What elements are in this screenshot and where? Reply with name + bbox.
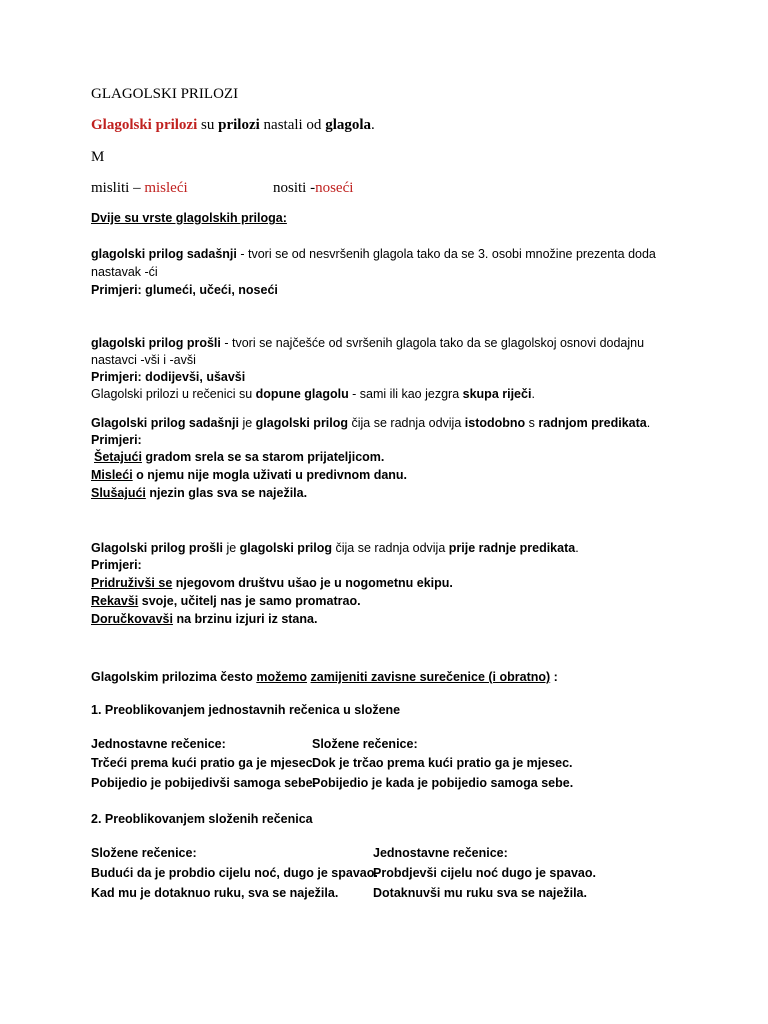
def-text: čija se radnja odvija (348, 416, 465, 430)
present-line-2: nastavak -ći (91, 265, 158, 279)
replace-underlined: zamijeniti zavisne surečenice (i obratno) (310, 670, 551, 684)
past-examples: Primjeri: dodijevši, ušavši (91, 370, 246, 384)
page-title: GLAGOLSKI PRILOZI (91, 86, 239, 102)
present-examples: Primjeri: glumeći, učeći, noseći (91, 283, 278, 297)
function-bold: skupa riječi (462, 387, 532, 401)
intro-glagola: glagola (325, 117, 372, 133)
intro-prilozi: prilozi (218, 117, 260, 133)
example-adverb: Misleći (91, 468, 133, 482)
section1-heading: 1. Preoblikovanjem jednostavnih rečenica u složene (91, 703, 401, 717)
present-def-example-1 (94, 450, 384, 464)
present-def-examples-label: Primjeri: (91, 433, 142, 447)
def-text: s (525, 416, 539, 430)
past-def-example-2 (91, 594, 361, 608)
present-definition (91, 416, 650, 430)
def-bold: glagolski prilog (239, 541, 333, 555)
intro-line (91, 117, 375, 134)
past-def-examples-label: Primjeri: (91, 558, 142, 572)
section1-col2-head: Složene rečenice: (312, 737, 418, 751)
function-text: . (531, 387, 535, 401)
section2-row1-right: Probdjevši cijelu noć dugo je spavao. (373, 866, 596, 880)
example-rest: njezin glas sva se naježila. (145, 486, 308, 500)
example-verb: misliti – (91, 180, 145, 196)
def-bold: radnjom predikata (538, 416, 647, 430)
intro-text: nastali od (259, 117, 326, 133)
example-rest: njegovom društvu ušao je u nogometnu ekipu. (172, 576, 453, 590)
def-bold: Glagolski prilog prošli (91, 541, 223, 555)
def-text: je (238, 416, 256, 430)
present-text: - tvori se od nesvršenih glagola tako da se 3. osobi množine prezenta doda (236, 247, 656, 261)
example-rest: . (357, 594, 361, 608)
example-adverb: Slušajući (91, 486, 146, 500)
past-def-example-3 (91, 612, 317, 626)
example-adverb: Pridruživši se (91, 576, 173, 590)
section1-row1-left: Trčeći prema kući pratio ga je mjesec. (91, 756, 317, 770)
example-adverb: noseći (315, 180, 354, 196)
section2-row2-left: Kad mu je dotaknuo ruku, sva se naježila. (91, 886, 339, 900)
example-rest: na brzinu izjuri iz stana. (172, 612, 318, 626)
replace-text: Glagolskim prilozima često (91, 670, 257, 684)
section1-row2-left: Pobijedio je pobijedivši samoga sebe. (91, 776, 317, 790)
example-adverb: Šetajući (94, 450, 142, 464)
past-line-1 (91, 336, 644, 350)
example-adverb: misleći (144, 180, 188, 196)
past-definition (91, 541, 579, 555)
present-lead: glagolski prilog sadašnji (91, 247, 237, 261)
replace-line (91, 670, 558, 684)
section2-row1-left: Budući da je probdio cijelu noć, dugo je spavao. (91, 866, 378, 880)
section2-row2-right: Dotaknuvši mu ruku sva se naježila. (373, 886, 587, 900)
present-def-example-3 (91, 486, 307, 500)
m-letter: M (91, 149, 105, 165)
section1-col1-head: Jednostavne rečenice: (91, 737, 226, 751)
def-bold: istodobno (464, 416, 526, 430)
present-def-example-2 (91, 468, 407, 482)
example-left (91, 180, 188, 197)
function-text: - sami ili kao jezgra (348, 387, 463, 401)
past-lead: glagolski prilog prošli (91, 336, 221, 350)
def-bold: Glagolski prilog sadašnji (91, 416, 239, 430)
past-line-2: nastavci -vši i -avši (91, 353, 196, 367)
def-text: je (222, 541, 240, 555)
section1-row1-right: Dok je trčao prema kući pratio ga je mjesec. (312, 756, 573, 770)
example-adverb: Doručkovavši (91, 612, 173, 626)
past-def-example-1 (91, 576, 453, 590)
def-bold: prije radnje predikata (448, 541, 576, 555)
function-line (91, 387, 535, 401)
example-verb: nositi - (273, 180, 316, 196)
past-text: - tvori se najčešće od svršenih glagola tako da se glagolskoj osnovi dodajnu (220, 336, 645, 350)
section2-col2-head: Jednostavne rečenice: (373, 846, 508, 860)
example-rest: svoje, učitelj nas je samo (138, 594, 296, 608)
intro-term: Glagolski prilozi (91, 117, 198, 133)
replace-text: : (550, 670, 558, 684)
function-text: Glagolski prilozi u rečenici su (91, 387, 256, 401)
def-bold: glagolski prilog (255, 416, 349, 430)
types-heading: Dvije su vrste glagolskih priloga: (91, 211, 287, 225)
section1-row2-right: Pobijedio je kada je pobijedio samoga sebe. (312, 776, 574, 790)
def-text: . (575, 541, 579, 555)
example-rest: o njemu nije mogla uživati u predivnom danu. (132, 468, 408, 482)
example-adverb: Rekavši (91, 594, 139, 608)
example-right (273, 180, 353, 197)
example-rest: gradom srela se sa starom prijateljicom. (141, 450, 385, 464)
section2-col1-head: Složene rečenice: (91, 846, 197, 860)
def-text: . (646, 416, 651, 430)
intro-text: . (371, 117, 375, 133)
function-bold: dopune glagolu (255, 387, 349, 401)
present-line-1 (91, 247, 656, 261)
replace-underlined: možemo (256, 670, 308, 684)
section2-heading: 2. Preoblikovanjem složenih rečenica (91, 812, 313, 826)
intro-text: su (197, 117, 219, 133)
def-text: čija se radnja odvija (332, 541, 449, 555)
example-bold: promatrao (295, 594, 358, 608)
